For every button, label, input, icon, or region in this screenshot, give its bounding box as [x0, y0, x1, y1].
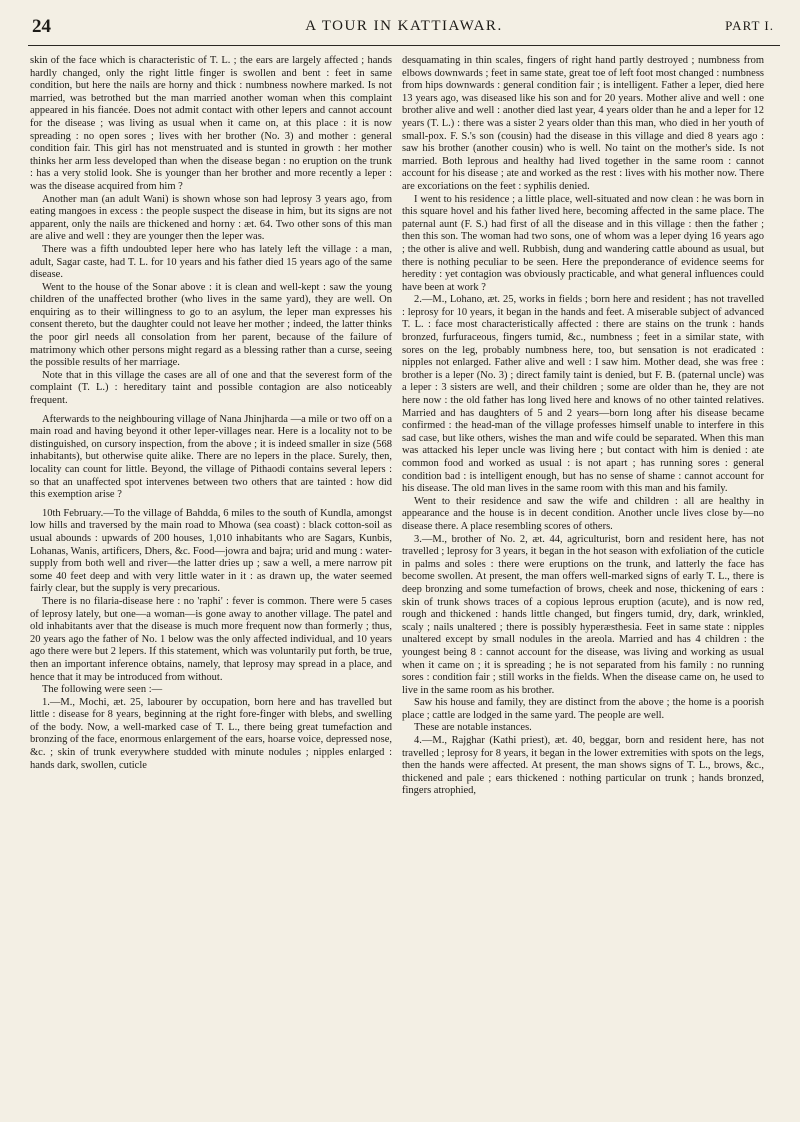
- paragraph: There was a fifth undoubted leper here who has lately left the village : a man, adult, Sagar caste, had T. L. for 10 years and his father died 15 years ago of the same disease.: [30, 243, 392, 281]
- paragraph: The following were seen :—: [42, 684, 163, 696]
- paragraph: Afterwards to the neighbouring village of Nana Jhinjharda —a mile or two off on a main road and having beyond it other leper-villages near. Here is a locality not to be distinguished, on cursory inspection, from the above ; it is indeed smaller in size (568 inhabitants), but otherwise quite alike. There are no lepers in the place. Surely, then, locality can count for little. Beyond, the village of Pithaodi contains several lepers : so that an unaffected spot intervenes between two others that are tainted : how did this exemption arise ?: [30, 413, 392, 501]
- left-column: [30, 55, 392, 772]
- paragraph: 4.—M., Rajghar (Kathi priest), æt. 40, beggar, born and resident here, has not travelled ; leprosy for 8 years, it began in the lower extremities with spots on the legs, then the hands were affected. At present, the man shows signs of T. L., brows, &c., thickened and pale ; ears thickened : nothing particular on trunk ; hands bronzed, fingers atrophied,: [402, 735, 764, 797]
- page-number: 24: [32, 16, 51, 37]
- paragraph: Note that in this village the cases are all of one and that the severest form of the complaint (T. L.) : hereditary taint and possible contagion are also noticeably frequent.: [30, 369, 392, 407]
- paragraph: 2.—M., Lohano, æt. 25, works in fields ; born here and resident ; has not travelled : leprosy for 10 years, it began in the hands and feet. A miserable subject of advanced T. L. : face most characteristically affected : there are stains on the trunk : hands bronzed, furfuraceous, fingers tumid, &c., numbness ; feet in a similar state, with sores on the leg, probably numbness here, too, but sensation is not eradicated : nipples not enlarged. Father alive and well : I saw him. Mother dead, she was free : brother is a leper (No. 3) ; direct family taint is denied, but F. B. (paternal uncle) was a leper : 3 sisters are well, and their children ; some are older than he, they are not here now : the old father has long lived here and knows of no other tainted relatives. Married and has daughters of 5 and 2 years—born long after his disease became confirmed : the head-man of the village professes himself unable to interfere in this sad case, but like others, wishes the man and wife could be separated. When this man was attacked his leper uncle was living here ; but contact with him is denied : ate common food and worked as usual : is not apart ; has running sores : general condition bad : is intelligent enough, but has no sense of shame : cannot account for his disease. The old man lives in the same room with this man and his family.: [402, 294, 764, 495]
- paragraph: Another man (an adult Wani) is shown whose son had leprosy 3 years ago, from eating mangoes in excess : the people suspect the disease in him, but its signs are not apparent, only the nails are thickened and horny : æt. 64. Two other sons of this man are alive and well : they are younger then the leper was.: [30, 193, 392, 243]
- paragraph: These are notable instances.: [414, 722, 532, 734]
- paragraph: 10th February.—To the village of Bahdda, 6 miles to the south of Kundla, amongst low hills and traversed by the main road to Mhowa (sea coast) : black cotton-soil as usual abounds : upwards of 200 houses, 1,010 inhabitants who are Sagars, Kunbis, Lohanas, Wanis, artificers, Dhers, &c. Food—jowra and bajra; urid and mung : water-supply from both well and river—the latter dries up ; saw a well, a mere narrow pit some 40 feet deep and with very little water in it : as drawn up, the water seemed fairly clear, but the supply is very precarious.: [30, 507, 392, 595]
- paragraph: Went to their residence and saw the wife and children : all are healthy in appearance and the house is in decent condition. Another uncle lives close by—no disease there. A place resembling scores of others.: [402, 495, 764, 532]
- paragraph: 1.—M., Mochi, æt. 25, labourer by occupation, born here and has travelled but little : disease for 8 years, beginning at the right fore-finger with blebs, and swelling of the body. Now, a well-marked case of T. L., there being great tumefaction and bronzing of the face, enormous enlargement of the ears, hoarse voice, depressed nose, &c. ; skin of trunk everywhere studded with minute nodules ; nipples enlarged : hands dark, swollen, cuticle: [30, 696, 392, 771]
- paragraph: Went to the house of the Sonar above : it is clean and well-kept : saw the young children of the unaffected brother (who lives in the same yard), they are well. On enquiring as to their willingness to go to an asylum, the leper man expresses his consent thereto, but the daughter could not leave her mother ; indeed, the latter thinks the poor girl needs all consolation from her parent, because of the failure of matrimony which other persons might regard as a blessing rather than a curse, seeing the possible results of her marriage.: [30, 281, 392, 369]
- paragraph: Saw his house and family, they are distinct from the above ; the home is a poorish place ; cattle are lodged in the same yard. The people are well.: [402, 697, 764, 721]
- running-title: A TOUR IN KATTIAWAR.: [305, 18, 503, 34]
- paragraph: desquamating in thin scales, fingers of right hand partly destroyed ; numbness from elbows downwards ; feet in same state, great toe of left foot most changed : numbness from hips downwards : general condition fair ; is intelligent. Father a leper, died here 13 years ago, was diseased like his son and for 20 years. Mother alive and well : one brother alive and well : another died last year, 4 years older than he and a leper for 12 years (T. L.) : there was a sister 2 years older than this man, who died in her youth of small-pox. F. S.'s son (cousin) had the disease in this village and died 8 years ago : saw his brother (another cousin) who is well. No taint on the mother's side. Is not married. Both leprous and healthy had lived together in the same room : cannot account for his disease ; ate and worked as the rest : lives with his mother now. There are excoriations on the feet : syphilis denied.: [402, 55, 764, 192]
- header-rule: [28, 45, 780, 46]
- page-header: [28, 14, 780, 38]
- part-label: PART I.: [725, 18, 774, 33]
- paragraph: skin of the face which is characteristic of T. L. ; the ears are largely affected ; hands hardly changed, only the right little finger is swollen and bent : feet in same condition, but here the nails are horny and thick : numbness nowhere marked. Is not married, was betrothed but the man married another woman when this complaint appeared in his fiancée. Does not admit contact with other lepers and cannot account for the disease ; was living as usual when it came on, at this place : it is now spreading : no open sores ; lives with her brother (No. 3) and mother : general condition fair. This girl has not menstruated and is stunted in growth : her mother thinks her arm less developed than when the disease began : no eruption on the trunk : has a very stolid look. She is younger than her brother and more recently a leper : was the disease acquired from him ?: [30, 55, 392, 192]
- paragraph: I went to his residence ; a little place, well-situated and now clean : he was born in this square hovel and his father lived here, becoming affected in the same place. The paternal aunt (F. S.) had first of all the disease and in this village : then the father ; then this son. The woman had two sons, one of whom was a leper dying 16 years ago ; the other is alive and well. Rubbish, dung and wandering cattle abound as usual, but there is nothing peculiar to be seen. Here the preponderance of evidence seems for heredity : yet contagion was obviously practicable, and what general influences could have been at work ?: [402, 193, 764, 293]
- right-column: [402, 55, 764, 798]
- paragraph: There is no filaria-disease here : no 'raphi' : fever is common. There were 5 cases of leprosy lately, but one—a woman—is gone away to another village. The patel and old inhabitants aver that the disease is much more frequent now than formerly ; thus, 20 years ago the father of No. 1 below was the only affected individual, and 10 years ago there were but 2 lepers. If this statement, which was voluntarily put forth, be true, then an important inference obtains, namely, that leprosy may spread in a place, and hence that it may be introduced from without.: [30, 595, 392, 683]
- paragraph: 3.—M., brother of No. 2, æt. 44, agriculturist, born and resident here, has not travelled ; leprosy for 3 years, it began in the hot season with exfoliation of the cuticle in palms and soles : there were eruptions on the trunk, and latterly the face has become swollen. At present, the man offers well-marked signs of early T. L., there is deep bronzing and some tumefaction of brows, cheek and nose, thickening of ears : skin of trunk shows traces of a copious leprous eruption (acute), and is now red, rough and thickened : hands little changed, but fingers tumid, dry, dark, wrinkled, scaly ; nails unaltered ; there is possibly hyperæsthesia. Feet in same state : nipples unaltered except by small nodules in the areola. Married and has 4 children : the youngest being 8 : cannot account for the disease, was living and working as usual when it came on ; it is spreading ; he is not separated from his family : no running sores : condition fair ; still works in the fields. When the disease came on, he used to live in the same room as his brother.: [402, 533, 764, 696]
